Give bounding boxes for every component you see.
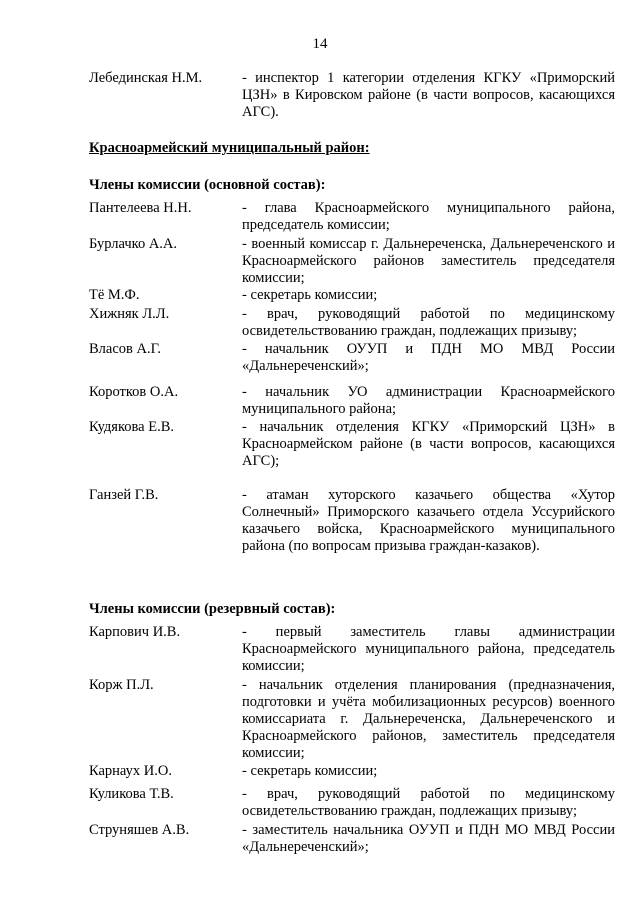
member-name: Струняшев А.В. [89,822,190,838]
member-row [89,677,615,762]
member-role: - врач, руководящий работой по медицинскому освидетельствованию граждан, подлежащих призыву; [242,786,615,819]
member-row [89,763,615,780]
member-name: Куликова Т.В. [89,786,174,802]
member-name: Власов А.Г. [89,341,161,357]
member-name: Хижняк Л.Л. [89,306,170,322]
member-row [89,487,615,555]
member-name: Кудякова Е.В. [89,419,175,435]
district-heading: Красноармейский муниципальный район: [89,140,370,156]
member-row [89,306,615,340]
member-name: Карпович И.В. [89,624,181,640]
top-entry [89,70,615,121]
member-row [89,200,615,234]
member-role: - начальник УО администрации Красноармейского муниципального района; [242,384,615,417]
member-name: Пантелеева Н.Н. [89,200,192,216]
member-role: - инспектор 1 категории отделения КГКУ «Приморский ЦЗН» в Кировском районе (в части вопросов, касающихся АГС). [242,70,615,120]
member-name: Карнаух И.О. [89,763,172,779]
member-name: Тё М.Ф. [89,287,140,303]
member-role: - начальник ОУУП и ПДН МО МВД России «Дальнереченский»; [242,341,615,374]
page-number: 14 [312,36,328,52]
member-name: Лебединская Н.М. [89,70,203,86]
member-role: - первый заместитель главы администрации Красноармейского муниципального района, председатель комиссии; [242,624,615,674]
member-role: - начальник отделения планирования (предназначения, подготовки и учёта мобилизационных ресурсов) военного комиссариата г. Дальнереченска, Дальнереченского и Красноармейского районов, заместитель председателя комиссии; [242,677,615,761]
member-row [89,384,615,418]
member-role: - секретарь комиссии; [242,287,378,303]
member-role: - атаман хуторского казачьего общества «Хутор Солнечный» Приморского казачьего отдела Уссурийского казачьего войска, Красноармейского муниципального района (по вопросам призыва граждан-казаков). [242,487,615,554]
member-row [89,786,615,820]
member-row [89,419,615,470]
member-role: - начальник отделения КГКУ «Приморский ЦЗН» в Красноармейском районе (в части вопросов, касающихся АГС); [242,419,615,469]
member-row [89,287,615,304]
member-role: - врач, руководящий работой по медицинскому освидетельствованию граждан, подлежащих призыву; [242,306,615,339]
member-row [89,341,615,375]
member-name: Бурлачко А.А. [89,236,178,252]
member-name: Коротков О.А. [89,384,179,400]
member-role: - военный комиссар г. Дальнереченска, Дальнереченского и Красноармейского районов заместитель председателя комиссии; [242,236,615,286]
member-row [89,822,615,856]
member-role: - секретарь комиссии; [242,763,378,779]
member-name: Корж П.Л. [89,677,154,693]
member-role: - заместитель начальника ОУУП и ПДН МО МВД России «Дальнереченский»; [242,822,615,855]
member-role: - глава Красноармейского муниципального района, председатель комиссии; [242,200,615,233]
member-name: Ганзей Г.В. [89,487,159,503]
reserve-members-heading: Члены комиссии (резервный состав): [89,601,336,617]
member-row [89,236,615,287]
main-members-heading: Члены комиссии (основной состав): [89,177,326,193]
member-row [89,624,615,675]
